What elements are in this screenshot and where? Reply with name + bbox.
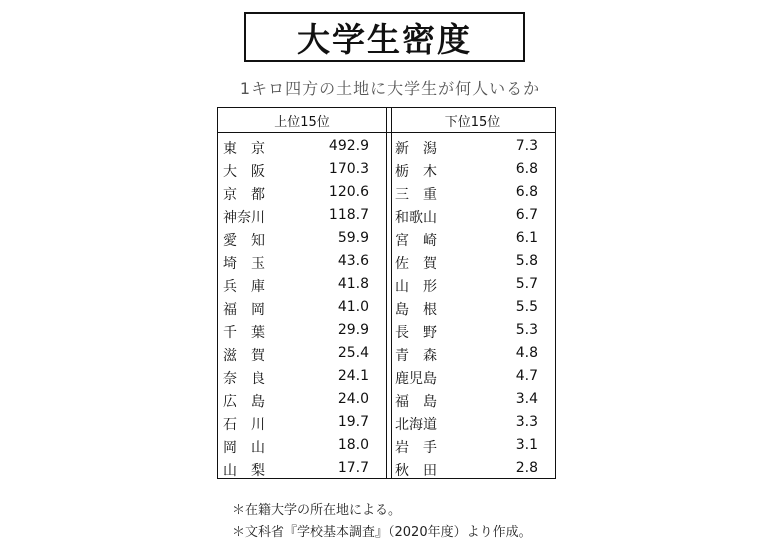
density-value: 5.3 (515, 322, 538, 338)
density-value: 492.9 (328, 138, 369, 154)
table-row (395, 457, 552, 480)
density-value: 5.7 (515, 276, 538, 292)
note-2: ＊文科省『学校基本調査』（2020年度）より作成。 (232, 525, 532, 540)
density-value: 5.8 (515, 253, 538, 269)
table-row (395, 411, 552, 434)
density-value: 24.1 (337, 368, 369, 384)
table-row (223, 319, 383, 342)
table-row (223, 365, 383, 388)
prefecture-name: 埼玉 (223, 256, 279, 272)
density-value: 18.0 (337, 437, 369, 453)
header-divider (218, 132, 555, 133)
table-row (223, 158, 383, 181)
density-value: 6.8 (515, 184, 538, 200)
prefecture-name: 宮崎 (395, 233, 451, 249)
prefecture-name: 奈良 (223, 371, 279, 387)
table-row (223, 411, 383, 434)
prefecture-name: 滋賀 (223, 348, 279, 364)
prefecture-name: 新潟 (395, 141, 451, 157)
density-value: 19.7 (337, 414, 369, 430)
density-value: 7.3 (515, 138, 538, 154)
density-value: 41.8 (337, 276, 369, 292)
bottom-header: 下位15位 (444, 114, 501, 130)
prefecture-name: 山形 (395, 279, 451, 295)
table-row (223, 296, 383, 319)
top-rows (223, 135, 383, 480)
density-value: 29.9 (337, 322, 369, 338)
density-value: 24.0 (337, 391, 369, 407)
prefecture-name: 岡山 (223, 440, 279, 456)
prefecture-name: 石川 (223, 417, 279, 433)
table-row (395, 319, 552, 342)
density-value: 59.9 (337, 230, 369, 246)
prefecture-name: 愛知 (223, 233, 279, 249)
prefecture-name: 島根 (395, 302, 451, 318)
prefecture-name: 福岡 (223, 302, 279, 318)
prefecture-name: 広島 (223, 394, 279, 410)
density-value: 5.5 (515, 299, 538, 315)
density-value: 4.8 (515, 345, 538, 361)
density-value: 2.8 (515, 460, 538, 476)
table-row (223, 457, 383, 480)
density-value: 170.3 (328, 161, 369, 177)
top-header: 上位15位 (274, 114, 330, 130)
density-value: 118.7 (328, 207, 369, 223)
table-row (395, 158, 552, 181)
table-row (395, 388, 552, 411)
prefecture-name: 長野 (395, 325, 451, 341)
prefecture-name: 青森 (395, 348, 451, 364)
prefecture-name: 兵庫 (223, 279, 279, 295)
bottom-rows (395, 135, 552, 480)
density-value: 25.4 (337, 345, 369, 361)
prefecture-name: 岩手 (395, 440, 451, 456)
table-row (395, 135, 552, 158)
density-value: 120.6 (328, 184, 369, 200)
table-row (395, 227, 552, 250)
table-row (223, 135, 383, 158)
density-value: 6.7 (515, 207, 538, 223)
prefecture-name: 東京 (223, 141, 279, 157)
table-row (223, 273, 383, 296)
table-row (223, 227, 383, 250)
table-row (395, 342, 552, 365)
table-row (395, 273, 552, 296)
prefecture-name: 神奈川 (223, 210, 265, 226)
prefecture-name: 千葉 (223, 325, 279, 341)
density-value: 6.1 (515, 230, 538, 246)
table-row (223, 342, 383, 365)
prefecture-name: 三重 (395, 187, 451, 203)
density-value: 4.7 (515, 368, 538, 384)
table-row (395, 434, 552, 457)
table-row (395, 365, 552, 388)
table-row (223, 204, 383, 227)
table-row (395, 296, 552, 319)
prefecture-name: 福島 (395, 394, 451, 410)
table-row (395, 204, 552, 227)
prefecture-name: 山梨 (223, 463, 279, 479)
table-row (223, 434, 383, 457)
prefecture-name: 北海道 (395, 417, 437, 433)
table-row (395, 250, 552, 273)
table-row (223, 181, 383, 204)
table-row (223, 250, 383, 273)
prefecture-name: 栃木 (395, 164, 451, 180)
title-box (244, 12, 525, 62)
note-1: ＊在籍大学の所在地による。 (232, 503, 402, 518)
density-value: 3.1 (515, 437, 538, 453)
density-value: 17.7 (337, 460, 369, 476)
subtitle: 1キロ四方の土地に大学生が何人いるか (239, 79, 541, 98)
density-value: 41.0 (337, 299, 369, 315)
table-row (223, 388, 383, 411)
density-value: 6.8 (515, 161, 538, 177)
table-row (395, 181, 552, 204)
page-title: 大学生密度 (297, 19, 472, 59)
prefecture-name: 佐賀 (395, 256, 451, 272)
ranking-table (217, 107, 556, 479)
density-value: 3.4 (515, 391, 538, 407)
prefecture-name: 京都 (223, 187, 279, 203)
prefecture-name: 秋田 (395, 463, 451, 479)
density-value: 43.6 (337, 253, 369, 269)
prefecture-name: 和歌山 (395, 210, 437, 226)
column-divider (386, 108, 392, 478)
prefecture-name: 鹿児島 (395, 371, 437, 387)
density-value: 3.3 (515, 414, 538, 430)
prefecture-name: 大阪 (223, 164, 279, 180)
